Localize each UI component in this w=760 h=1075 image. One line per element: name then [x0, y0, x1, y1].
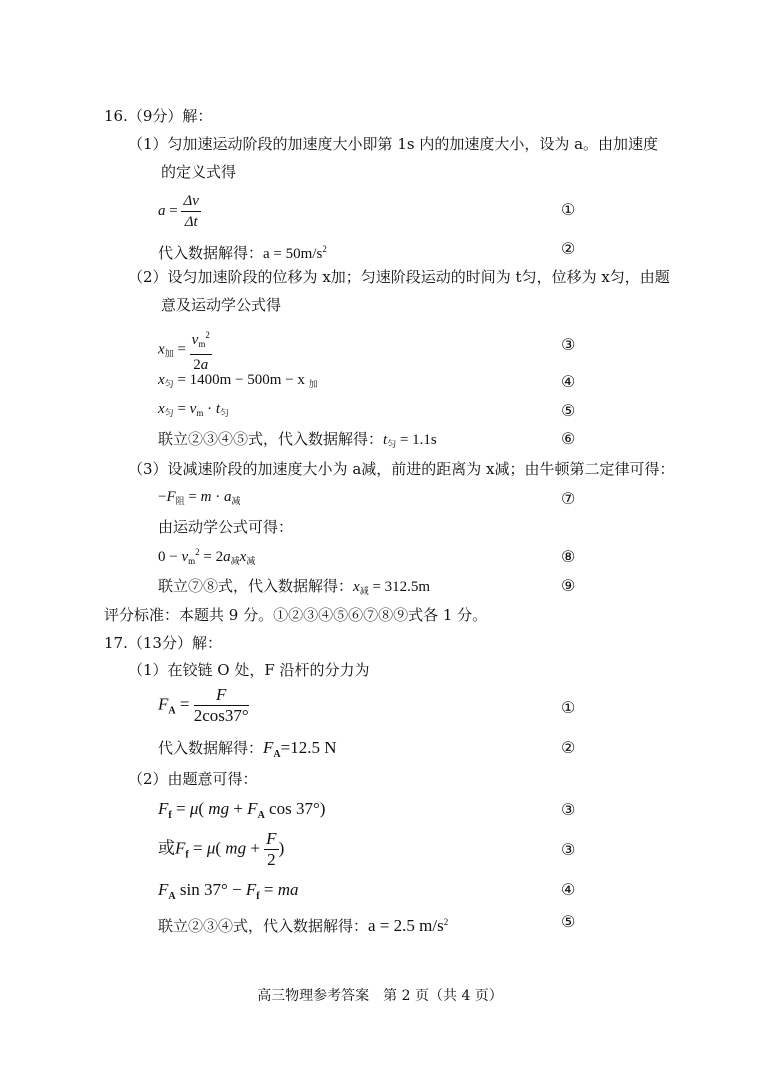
q16-header: 16.（9分）解：	[104, 107, 213, 125]
join-label-1: 联立②③④⑤式，代入数据解得：	[158, 430, 384, 448]
q16-eq-uniform-motion: $x_匀 = v_m \cdot t_匀$	[158, 401, 230, 418]
q16-eq-accel-displacement: $x_加$ = $\frac{v_m^2}{2a}$	[158, 326, 212, 374]
eq-number-9: ⑨	[561, 576, 576, 595]
fraction-numerator: Δv	[181, 192, 200, 212]
eq-number-3: ③	[561, 335, 576, 354]
fraction-f-2cos37	[194, 686, 249, 725]
q16-part1-line1: （1）匀加速运动阶段的加速度大小即第 1s 内的加速度大小，设为 a。由加速度	[128, 135, 659, 153]
fraction-f-2: $\frac{F}{2}$	[266, 829, 277, 869]
eq-number-2: ②	[561, 239, 576, 258]
eq-number-1: ①	[561, 200, 576, 219]
eq-number-4: ④	[561, 372, 576, 391]
q16-scoring: 评分标准：本题共 9 分。①②③④⑤⑥⑦⑧⑨式各 1 分。	[104, 606, 488, 624]
eq-number-q17-4: ④	[561, 880, 576, 899]
fraction-denominator: Δt	[184, 214, 198, 230]
q16-part2-line1: （2）设匀加速阶段的位移为 x加；匀速阶段运动的时间为 t匀，位移为 x匀，由题	[128, 268, 670, 286]
eq-number-q17-2: ②	[561, 738, 576, 757]
q16-solve-distance-line: 联立⑦⑧式，代入数据解得：$x_减 = 312.5m$	[158, 577, 431, 596]
q17-eq-newton: $F_A$ $\sin 37^\circ - F_f$ = ma	[158, 880, 299, 902]
q17-substitute-label: 代入数据解得：	[158, 739, 264, 757]
substitute-label: 代入数据解得：	[158, 244, 264, 262]
q16-substitute-line	[158, 239, 327, 264]
q17-eq-component-force: $F_A$ = $\frac{F}{2\cos 37^\circ}$	[158, 685, 249, 725]
eq-number-q17-5: ⑤	[561, 912, 576, 931]
q17-eq-friction-alt: 或$F_f = \mu$( mg + $\frac{F}{2}$ )	[158, 829, 285, 869]
eq-number-q17-1: ①	[561, 698, 576, 717]
q16-eq-acceleration-definition: a = $\frac{\Delta v}{\Delta t}$	[158, 193, 199, 230]
q17-eq5-value: a = 2.5 m/s	[368, 916, 444, 935]
q17-part2-line1: （2）由题意可得：	[128, 770, 258, 788]
q17-substitute-line: 代入数据解得：$F_A=12.5$ N	[158, 738, 337, 760]
eq-number-q17-3a: ③	[561, 800, 576, 819]
eq-number-6: ⑥	[561, 429, 576, 448]
q17-solve-line: 联立②③④式，代入数据解得：a = 2.5 $m/s^2$	[158, 916, 449, 935]
q16-eq-newton-second: $-F_阻 = m \cdot a_减$	[158, 489, 241, 506]
eq-symbol-a: a	[158, 202, 166, 219]
join-label-2: 联立⑦⑧式，代入数据解得：	[158, 577, 354, 595]
q16-eq-uniform-displacement: $x_匀 = 1400m - 500m - x$ $_加$	[158, 372, 318, 389]
fraction-vm2-2a: $\frac{v_m^2}{2a}$	[190, 326, 212, 374]
fraction-denominator-cos: 2cos37°	[193, 706, 249, 725]
eq-a-value: $a = 50m/s^2$	[263, 244, 327, 262]
q17-join-label: 联立②③④式，代入数据解得：	[158, 917, 369, 935]
eq-number-8: ⑧	[561, 547, 576, 566]
q16-part3-line1: （3）设减速阶段的加速度大小为 a减，前进的距离为 x减；由牛顿第二定律可得：	[128, 460, 675, 478]
q17-eq2-value: =12.5 N	[280, 738, 337, 757]
eq-number-q17-3b: ③	[561, 840, 576, 859]
q16-part3-line2: 由运动学公式可得：	[158, 518, 294, 536]
eq4-text: = 1400m − 500m − x	[177, 372, 305, 388]
q17-part1-line1: （1）在铰链 O 处，F 沿杆的分力为	[128, 661, 370, 679]
q16-solve-time-line: 联立②③④⑤式，代入数据解得：$t_匀 = 1.1s$	[158, 430, 437, 449]
eq6-value: = 1.1s	[399, 432, 437, 448]
q16-part1-line2: 的定义式得	[161, 163, 237, 181]
eq9-value: = 312.5m	[372, 579, 431, 595]
q16-part2-line2: 意及运动学公式得	[161, 296, 282, 314]
q17-header: 17.（13分）解：	[104, 634, 222, 652]
fraction-numerator-f: F	[194, 686, 249, 706]
eq-a-value-text: a = 50m/s	[263, 246, 323, 262]
alt-prefix: 或	[158, 838, 175, 858]
eq-number-5: ⑤	[561, 401, 576, 420]
eq-number-7: ⑦	[561, 489, 576, 508]
fraction-dv-dt	[181, 192, 200, 231]
q16-eq-decel-kinematics: $0 - v_m^2 = 2a_减x_减$	[158, 547, 256, 566]
q17-eq-friction: $F_f = \mu$( mg + $F_A$ cos 37°)	[158, 799, 326, 821]
page-footer: 高三物理参考答案 第 2 页（共 4 页）	[257, 988, 503, 1004]
